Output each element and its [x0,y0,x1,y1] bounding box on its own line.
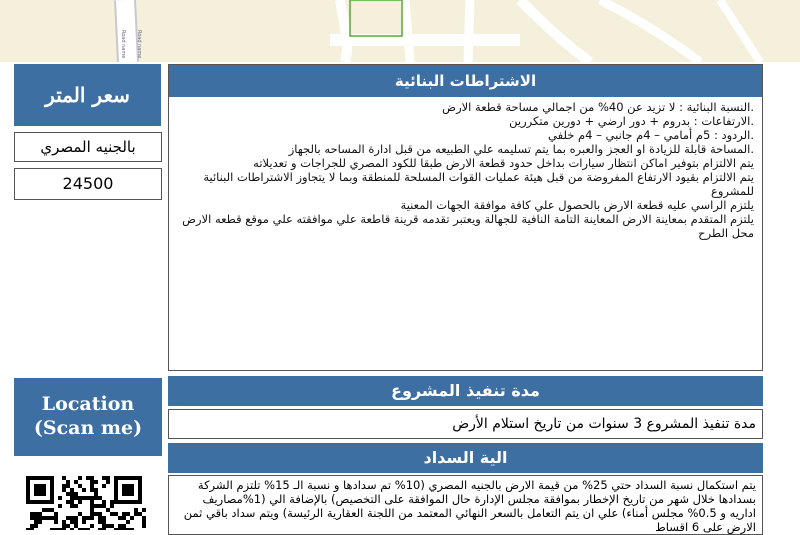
conditions-title: الاشتراطات البنائية [169,65,762,97]
condition-item: يتم الالتزام بقيود الارتفاع المفروضة من قبل هيئة عمليات القوات المسلحة للمنطقة وبما لا يتجاوز الاشتراطات البنائية للمشروع [203,170,754,198]
payment-text: يتم استكمال نسبة السداد حتي 25% من قيمة الارض بالجنيه المصري (10% تم سدادها و نسبة الـ 15% تلتزم الشركة بسدادها خلال شهر من تاريخ الإخطار بموافقة مجلس الإدارة حال الموافقة على التخصيص) بالإضافة الي (1%مصاريف اداريه و 0.5% مجلس أمناء) علي ان يتم التعامل بالسعر النهائي المعتمد من اللجنة العقارية الرئيسة) ويتم سداد باقي ثمن الارض على 6 اقساط [168,475,763,535]
conditions-list [169,97,762,240]
location-subtitle: (Scan me) [33,417,143,439]
location-header [14,378,162,456]
location-qr-code-icon[interactable] [22,474,152,530]
price-title: سعر المتر [14,64,161,126]
road-label: Road name [136,30,142,59]
map-graphic [0,0,800,62]
road-label: Road name [120,30,126,59]
condition-item: .المساحة قابلة للزيادة او العجز والعبره بما يتم تسليمه علي الطبيعه من قبل ادارة المساحه بالجهاز [288,142,754,156]
duration-text: مدة تنفيذ المشروع 3 سنوات من تاريخ استلام الأرض [168,409,763,439]
price-title-box [14,64,161,126]
condition-item: .الردود : 5م أمامي – 4م جانبي – 4م خلفي [548,128,754,142]
condition-item: .النسبة البنائية : لا تزيد عن 40% من اجمالي مساحة قطعة الارض [442,100,754,114]
location-box [14,378,162,456]
duration-title: مدة تنفيذ المشروع [168,376,763,406]
condition-item: يلتزم الراسي عليه قطعة الارض بالحصول علي كافة موافقة الجهات المعنية [400,198,754,212]
condition-item: يتم الالتزام بتوفير اماكن انتظار سيارات بداخل حدود قطعة الارض طبقا للكود المصري للجراجات و تعديلاته [253,156,754,170]
price-value: 24500 [14,168,162,200]
currency-label: بالجنيه المصري [14,132,162,162]
payment-title: الية السداد [168,443,763,473]
condition-item: يلتزم المتقدم بمعاينة الارض المعاينة التامة النافية للجهالة ويعتبر تقدمه قرينة قاطعة علي موافقته علي موقع قطعه الارض محل الطرح [182,212,754,240]
site-map [0,0,800,62]
building-conditions-panel [168,64,763,371]
location-title: Location [41,393,135,415]
condition-item: .الارتفاعات : بدروم + دور ارضي + دورين متكررين [509,114,754,128]
